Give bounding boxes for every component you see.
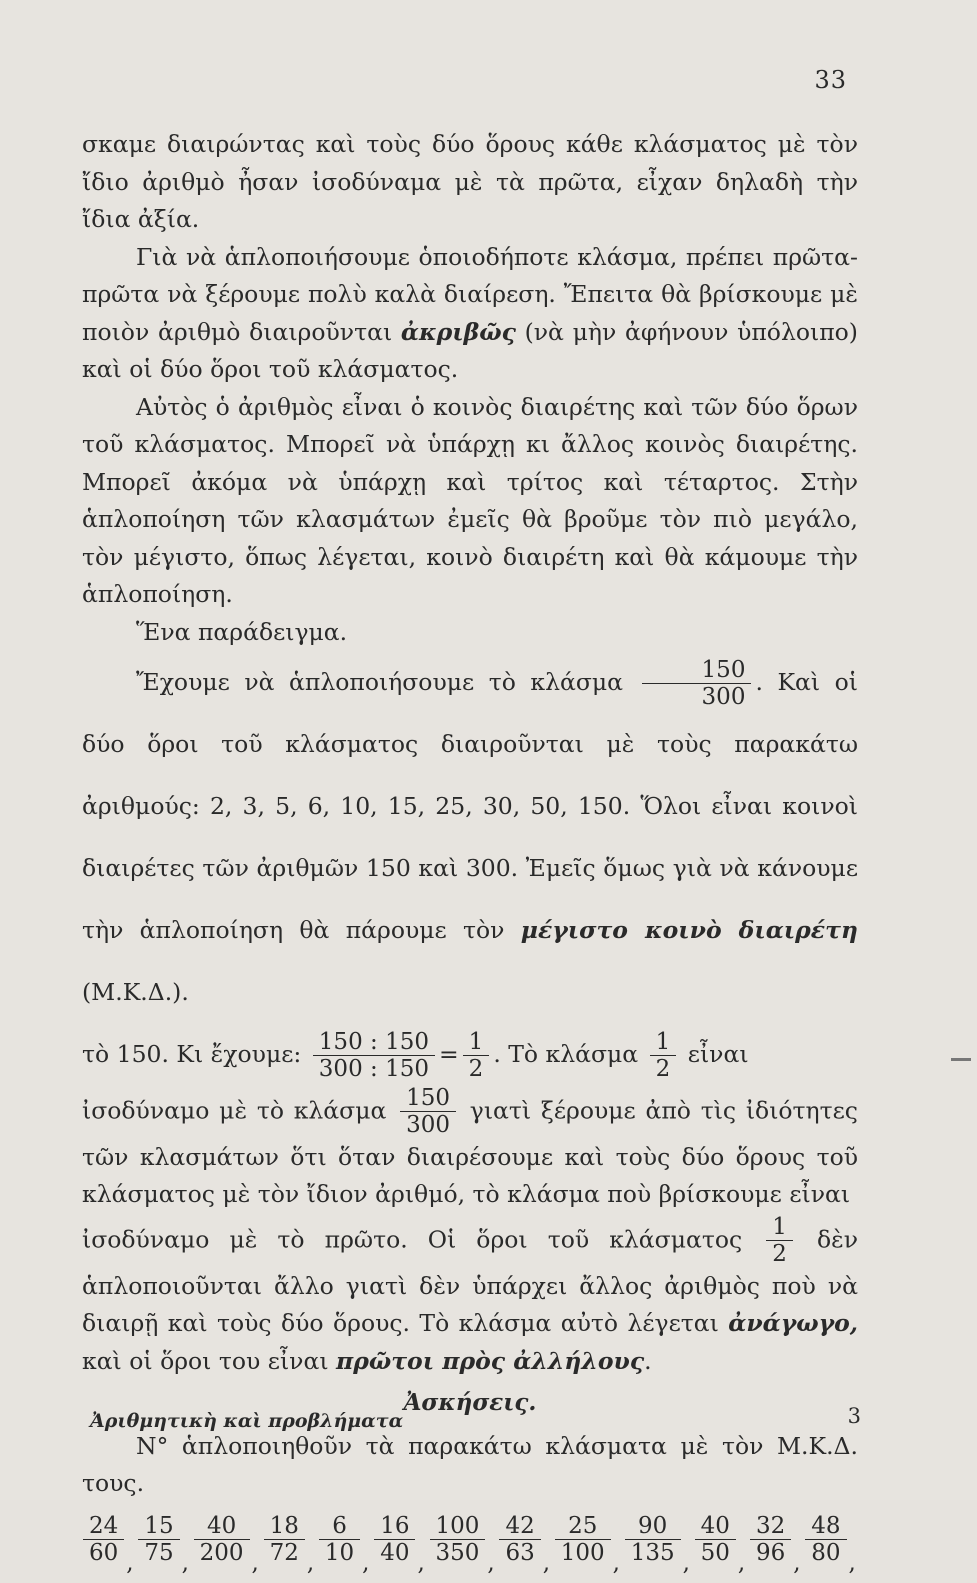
exercise-fraction <box>193 1512 259 1577</box>
exercise-fraction <box>82 1512 134 1577</box>
exercise-fraction <box>749 1512 801 1577</box>
fraction: $\frac{6}{10}$ <box>319 1513 360 1567</box>
exercise-fraction <box>137 1512 189 1577</box>
paragraph: ἰσοδύναμο μὲ τὸ πρῶτο. Οἱ ὅροι τοῦ κλάσματος $\frac{1}{2}$ δὲν ἁπλοποιοῦνται ἄλλο γιατὶ δὲν ὑπάρχει ἄλλος ἀριθμὸς ποὺ νὰ διαιρῇ καὶ τοὺς δύο ὅρους. Τὸ κλάσμα αὐτὸ λέγεται ἀνάγωγο, καὶ οἱ ὅροι του εἶναι πρῶτοι πρὸς ἀλλήλους. <box>82 1213 858 1375</box>
separator: , <box>612 1550 620 1577</box>
margin-mark <box>951 1058 971 1061</box>
fraction: $\frac{48}{80}$ <box>805 1513 846 1567</box>
paragraph: ἰσοδύναμο μὲ τὸ κλάσμα $\frac{150}{300}$ γιατὶ ξέρουμε ἀπὸ τὶς ἰδιότητες τῶν κλασμάτων ὅτι ὅταν διαιρέσουμε καὶ τοὺς δύο ὅρους τοῦ κλάσματος μὲ τὸν ἴδιον ἀριθμό, τὸ κλάσμα ποὺ βρίσκουμε εἶναι <box>82 1085 858 1209</box>
body-text <box>82 126 858 1577</box>
separator: , <box>487 1550 495 1577</box>
fraction: $\frac{1}{2}$ <box>766 1214 793 1268</box>
exercise-fraction-list <box>82 1512 858 1577</box>
separator: , <box>848 1550 856 1577</box>
paragraph: Ἔχουμε νὰ ἁπλοποιήσουμε τὸ κλάσμα $\frac{150}{300}$ . Καὶ οἱ δύο ὅροι τοῦ κλάσματος διαιροῦνται μὲ τοὺς παρακάτω ἀριθμούς: 2, 3, 5, 6, 10, 15, 25, 30, 50, 150. Ὅλοι εἶναι κοινοὶ διαιρέτες τῶν ἀριθμῶν 150 καὶ 300. Ἐμεῖς ὅμως γιὰ νὰ κάνουμε τὴν ἁπλοποίηση θὰ πάρουμε τὸν μέγιστο κοινὸ διαιρέτη (Μ.Κ.Δ.). <box>82 656 858 1006</box>
fraction: $\frac{40}{50}$ <box>695 1513 736 1567</box>
exercise-fraction <box>624 1512 690 1577</box>
separator: , <box>181 1550 189 1577</box>
fraction: $\frac{24}{60}$ <box>83 1513 124 1567</box>
separator: , <box>682 1550 690 1577</box>
exercise-fraction <box>373 1512 425 1577</box>
fraction: $\frac{15}{75}$ <box>138 1513 179 1567</box>
separator: , <box>362 1550 370 1577</box>
paragraph: Ἕνα παράδειγμα. <box>136 617 348 646</box>
signature-mark: 3 <box>847 1404 861 1428</box>
separator: , <box>417 1550 425 1577</box>
paragraph: Αὐτὸς ὁ ἀριθμὸς εἶναι ὁ κοινὸς διαιρέτης καὶ τῶν δύο ὅρων τοῦ κλάσματος. Μπορεῖ νὰ ὑπάρχῃ κι ἄλλος κοινὸς διαιρέτης. Μπορεῖ ἀκόμα νὰ ὑπάρχῃ καὶ τρίτος καὶ τέταρτος. Στὴν ἁπλοποίηση τῶν κλασμάτων ἐμεῖς θὰ βροῦμε τὸν πιὸ μεγάλο, τὸν μέγιστο, ὅπως λέγεται, κοινὸ διαιρέτη καὶ θὰ κάμουμε τὴν ἁπλοποίηση. <box>82 392 858 608</box>
separator: , <box>251 1550 259 1577</box>
separator: , <box>737 1550 746 1577</box>
fraction: $\frac{18}{72}$ <box>264 1513 305 1567</box>
exercise-fraction <box>554 1512 620 1577</box>
separator: , <box>793 1550 801 1577</box>
fraction: $\frac{32}{96}$ <box>750 1513 791 1567</box>
fraction: $\frac{150}{300}$ <box>400 1085 456 1139</box>
fraction: $\frac{90}{135}$ <box>625 1513 681 1567</box>
fraction: $\frac{40}{200}$ <box>194 1513 250 1567</box>
page-number: 33 <box>814 66 847 94</box>
fraction: $\frac{16}{40}$ <box>374 1513 415 1567</box>
emphasis: πρῶτοι πρὸς ἀλλήλους <box>336 1346 645 1375</box>
fraction: $\frac{150 : 150}{300 : 150}$ <box>313 1029 435 1083</box>
emphasis: ἀκριβῶς <box>400 317 516 346</box>
exercise-fraction <box>804 1512 856 1577</box>
exercise-fraction <box>429 1512 495 1577</box>
paragraph: Γιὰ νὰ ἁπλοποιήσουμε ὁποιοδήποτε κλάσμα, πρέπει πρῶτα-πρῶτα νὰ ξέρουμε πολὺ καλὰ διαίρεση. Ἔπειτα θὰ βρίσκουμε μὲ ποιὸν ἀριθμὸ διαιροῦνται ἀκριβῶς (νὰ μὴν ἀφήνουν ὑπόλοιπο) καὶ οἱ δύο ὅροι τοῦ κλάσματος. <box>82 242 858 383</box>
exercise-fraction <box>694 1512 746 1577</box>
fraction: $\frac{1}{2}$ <box>650 1029 677 1083</box>
emphasis: ἀνάγωγο, <box>728 1309 858 1338</box>
paragraph: σκαμε διαιρώντας καὶ τοὺς δύο ὅρους κάθε κλάσματος μὲ τὸν ἴδιο ἀριθμὸ ἦσαν ἰσοδύναμα μὲ τὰ πρῶτα, εἶχαν δηλαδὴ τὴν ἴδια ἀξία. <box>82 130 858 233</box>
emphasis: μέγιστο κοινὸ διαιρέτη <box>520 916 858 944</box>
fraction: $\frac{42}{63}$ <box>499 1513 540 1567</box>
fraction: $\frac{25}{100}$ <box>555 1513 611 1567</box>
separator: , <box>306 1550 315 1577</box>
exercise-instruction: Ν° ἁπλοποιηθοῦν τὰ παρακάτω κλάσματα μὲ τὸν Μ.Κ.Δ. τους. <box>82 1431 858 1498</box>
exercises-heading: Ἀσκήσεις. <box>403 1389 537 1417</box>
exercise-fraction <box>498 1512 551 1577</box>
separator: , <box>126 1550 134 1577</box>
exercise-fraction <box>263 1512 315 1577</box>
paragraph: τὸ 150. Κι ἔχουμε: $\frac{150 : 150}{300 : 150}$ = $\frac{1}{2}$ . Τὸ κλάσμα $\frac{1}{2}$ εἶναι <box>82 1028 749 1082</box>
fraction: $\frac{100}{350}$ <box>430 1513 486 1567</box>
fraction: $\frac{1}{2}$ <box>463 1029 490 1083</box>
exercise-fraction <box>318 1512 370 1577</box>
fraction: $\frac{150}{300}$ <box>642 657 752 711</box>
separator: , <box>542 1550 551 1577</box>
footer-title: Ἀριθμητικὴ καὶ προβλήματα <box>90 1410 404 1432</box>
